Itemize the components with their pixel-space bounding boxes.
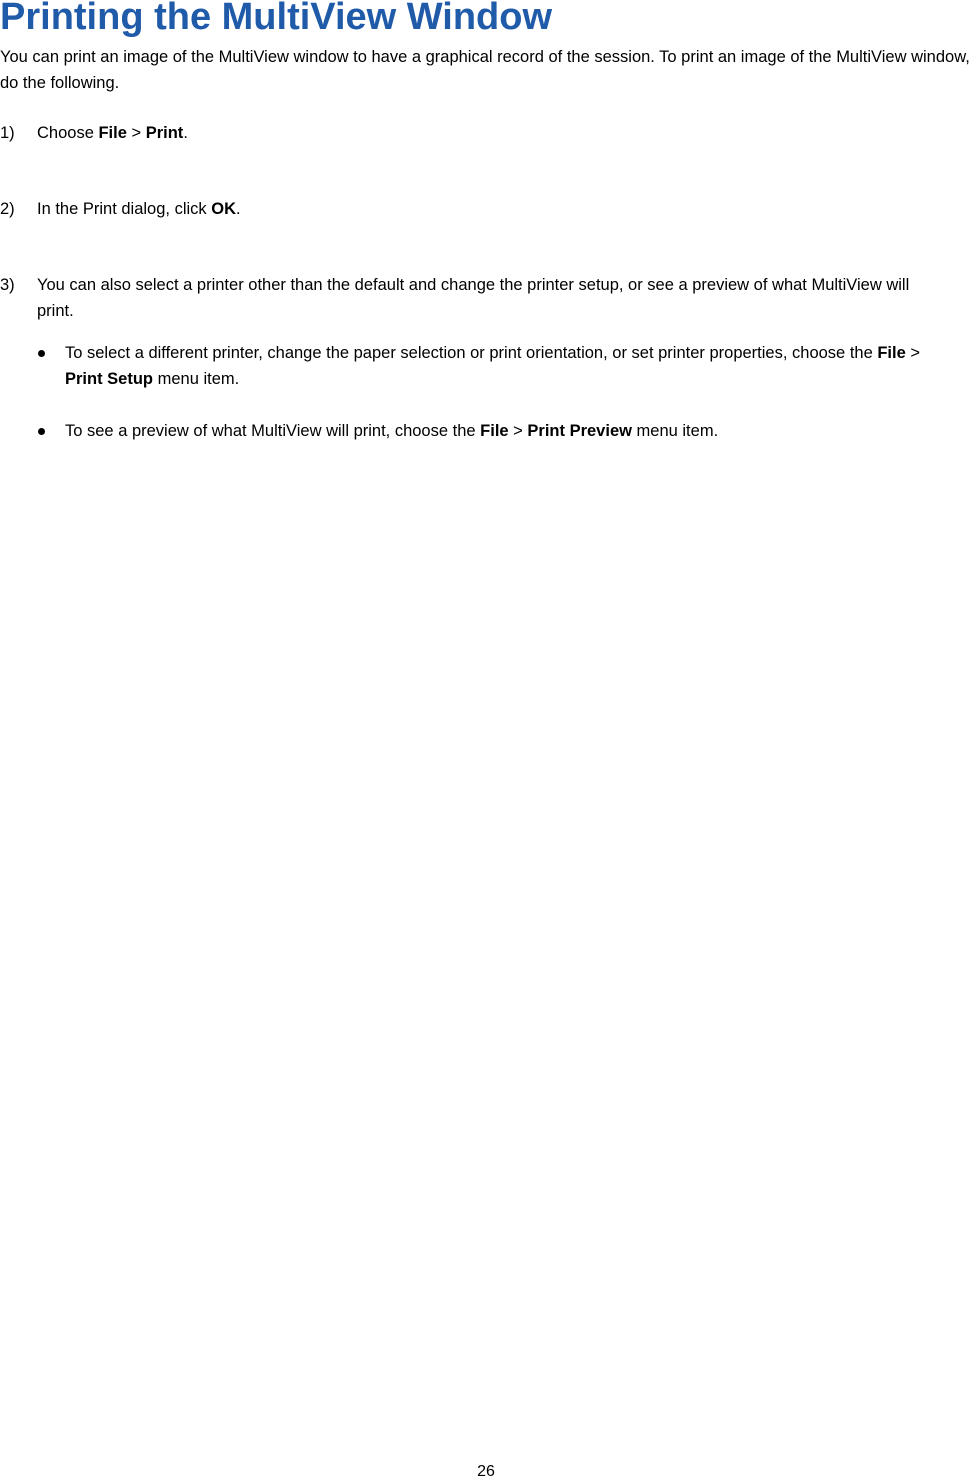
step-text <box>37 120 972 146</box>
button-name-ok: OK <box>211 200 236 218</box>
bullet-item-print-setup <box>0 340 972 392</box>
step-number: 2) <box>0 200 15 218</box>
bullet-text-part: menu item. <box>631 422 719 440</box>
menu-item-print: Print <box>145 124 184 142</box>
step-2 <box>0 196 972 222</box>
step-3 <box>0 272 972 324</box>
bullet-text-part: To see a preview of what MultiView will print, choose the <box>65 422 481 440</box>
menu-name-file: File <box>480 422 509 440</box>
step-text-part: . <box>236 200 241 218</box>
menu-name-file: File <box>877 344 906 362</box>
bullet-icon <box>38 350 45 357</box>
step-text-part: Choose <box>37 124 99 142</box>
bullet-icon <box>38 428 45 435</box>
step-text: You can also select a printer other than the default and change the printer setup, or see a preview of what MultiView will print. <box>37 276 910 320</box>
bullet-text-part: To select a different printer, change the paper selection or print orientation, or set printer properties, choose the <box>65 344 878 362</box>
bullet-text-part: menu item. <box>153 370 240 388</box>
menu-separator: > <box>126 124 146 142</box>
step-text-part: In the Print dialog, click <box>37 200 212 218</box>
menu-separator: > <box>905 344 921 362</box>
step-number: 1) <box>0 124 15 142</box>
menu-separator: > <box>508 422 528 440</box>
page-title: Printing the MultiView Window <box>0 0 553 38</box>
menu-item-print-preview: Print Preview <box>527 422 632 440</box>
intro-paragraph: You can print an image of the MultiView window to have a graphical record of the session. To print an image of the MultiView window, do the following. <box>0 48 970 92</box>
bullet-item-print-preview <box>0 418 972 444</box>
page-number: 26 <box>477 1463 495 1480</box>
menu-item-print-setup: Print Setup <box>65 370 154 388</box>
bullet-text <box>65 340 945 392</box>
menu-name-file: File <box>98 124 127 142</box>
step-text <box>37 196 972 222</box>
bullet-text <box>65 418 972 444</box>
step-text-part: . <box>183 124 188 142</box>
step-number: 3) <box>0 276 15 294</box>
step-1 <box>0 120 972 146</box>
